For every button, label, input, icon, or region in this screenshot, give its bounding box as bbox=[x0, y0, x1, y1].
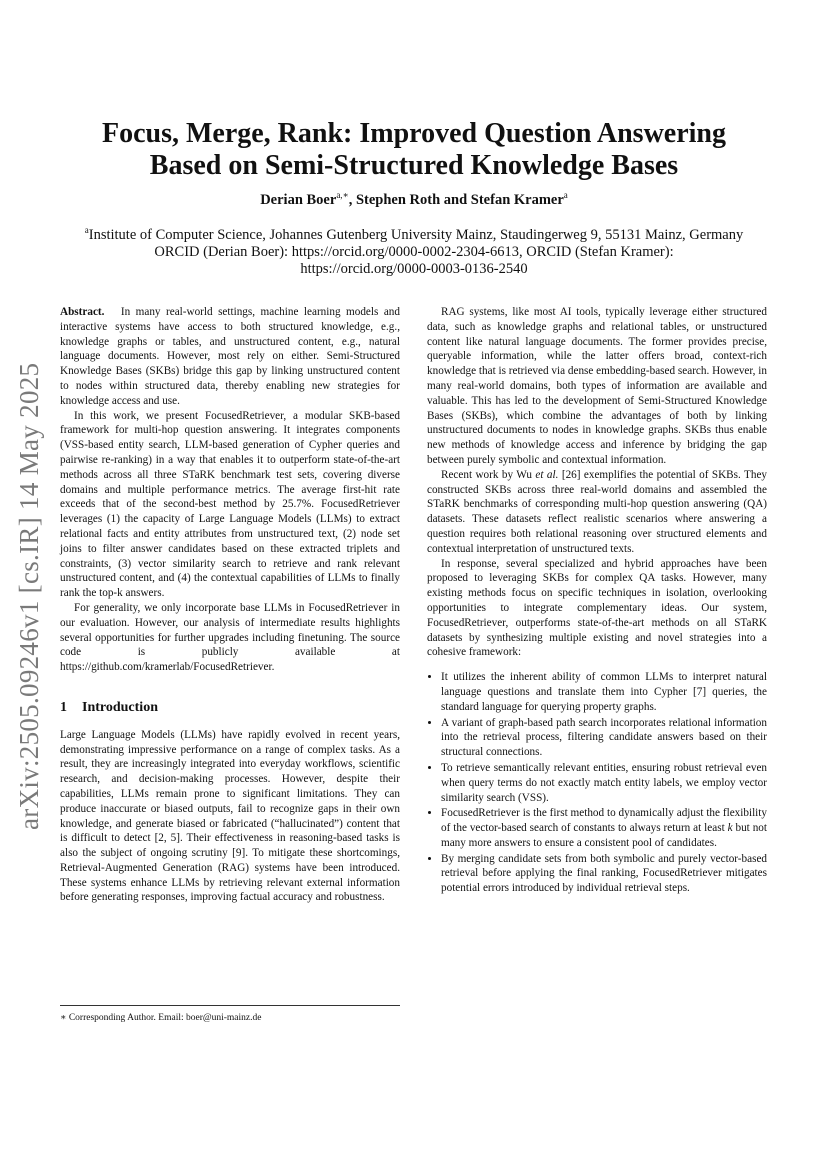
et-al: et al. bbox=[535, 468, 559, 481]
abstract-paragraph-3: For generality, we only incorporate base LLMs in FocusedRetriever in our evaluation. However, our analysis of intermediate results highlights several opportunities for further upgrades including finetuning. The source code is publicly available at https://github.com/kramerlab/FocusedRetriever. bbox=[60, 601, 400, 674]
right-paragraph-2 bbox=[427, 468, 767, 557]
k-variable: k bbox=[727, 822, 733, 835]
author-list bbox=[60, 190, 768, 209]
list-item: • It utilizes the inherent ability of common LLMs to interpret natural language questions and translate them into Cypher [7] queries, the standard language for querying property graphs. bbox=[441, 670, 767, 714]
author-1-sup: a,∗ bbox=[336, 190, 349, 200]
p2-text-b: [26] exemplifies the potential of SKBs. They constructed SKBs across three real-world domains and assembled the STaRK benchmarks of corresponding multi-hop question answering (QA) datasets. These datasets reflect realistic scenarios where answering a question requires both relational reasoning over structured elements and contextual interpretation of unstructured texts. bbox=[427, 468, 767, 555]
right-paragraph-1: RAG systems, like most AI tools, typically leverage either structured data, such as knowledge graphs and relational tables, or unstructured content like natural language documents. The former provides precise, queryable information, while the latter offers broad, context-rich knowledge that is retrieved via dense embedding-based search. However, in many real-world domains, both types of information are available and valuable. This has led to the development of Semi-Structured Knowledge Bases (SKBs), which combine the advantages of both by linking unstructured documents to nodes in knowledge graphs. SKBs thus enable new methods of knowledge access and inference by bridging the gap between purely symbolic and contextual information. bbox=[427, 306, 767, 466]
section-heading-introduction bbox=[60, 701, 400, 716]
abstract-paragraph-2: In this work, we present FocusedRetriever, a modular SKB-based framework for multi-hop question answering. It integrates components (VSS-based entity search, LLM-based generation of Cypher queries and pairwise re-ranking) in a way that enables it to outperform state-of-the-art methods across all three STaRK benchmark test sets, covering diverse domains and multiple performance metrics. The average first-hit rate exceeds that of the second-best method by 25.7%. FocusedRetriever leverages (1) the capacity of Large Language Models (LLMs) to extract relational facts and entity attributes from unstructured text, (2) node set joins to filter answer candidates based on these extracted triplets and constraints, (3) vector similarity search to retrieve and rank relevant unstructured content, and (4) the contextual capabilities of LLMs to finally rank the top-k answers. bbox=[60, 409, 400, 600]
b4-text-a: FocusedRetriever is the first method to dynamically adjust the flexibility of the vector-based search of constants to always return at least bbox=[441, 807, 767, 835]
affiliation-sup: a bbox=[84, 225, 89, 235]
list-item: • To retrieve semantically relevant entities, ensuring robust retrieval even when query terms do not exactly match entity labels, we employ vector similarity search (VSS). bbox=[441, 761, 767, 805]
author-3-sup: a bbox=[563, 190, 568, 200]
affiliation-line-1: Institute of Computer Science, Johannes Gutenberg University Mainz, Staudingerweg 9, 55131 Mainz, Germany bbox=[88, 226, 744, 243]
paper-title bbox=[60, 118, 768, 182]
affiliation bbox=[40, 222, 788, 278]
author-1: Derian Boer bbox=[260, 191, 337, 208]
arxiv-identifier: arXiv:2505.09246v1 [cs.IR] 14 May 2025 bbox=[14, 362, 44, 830]
author-and: and bbox=[440, 191, 471, 208]
b4-text-b: but not many more answers to ensure a consistent pool of candidates. bbox=[441, 822, 768, 849]
footnote-divider bbox=[60, 1005, 400, 1006]
author-separator: , bbox=[348, 191, 356, 208]
section-number: 1 bbox=[60, 699, 67, 715]
abstract-label: Abstract. bbox=[60, 306, 105, 318]
title-line-2: Based on Semi-Structured Knowledge Bases bbox=[149, 150, 679, 181]
list-item: • By merging candidate sets from both symbolic and purely vector-based retrieval before applying the final ranking, FocusedRetriever mitigates potential errors introduced by individual retrieval steps. bbox=[441, 852, 767, 896]
intro-paragraph-1: Large Language Models (LLMs) have rapidly evolved in recent years, demonstrating impressive performance on a range of complex tasks. As a result, they are increasingly integrated into everyday workflows, scientific research, and decision-making processes. However, despite their capabilities, LLMs remain prone to significant limitations. They can produce inaccurate or biased outputs, fail to recognize gaps in their own knowledge, and generate biased or fabricated (“hallucinated”) content that is difficult to detect [2, 5]. Their effectiveness in reasoning-based tasks is also the subject of ongoing scrutiny [9]. To mitigate these shortcomings, Retrieval-Augmented Generation (RAG) systems have been introduced. These systems enhance LLMs by retrieving relevant external information before generating responses, improving factual accuracy and robustness. bbox=[60, 728, 400, 904]
author-2: Stephen Roth bbox=[355, 191, 441, 208]
list-item bbox=[441, 806, 767, 850]
left-column bbox=[60, 305, 400, 905]
affiliation-line-2: ORCID (Derian Boer): https://orcid.org/0000-0002-2304-6613, ORCID (Stefan Kramer): bbox=[154, 243, 674, 260]
right-column bbox=[427, 305, 767, 897]
author-3: Stefan Kramer bbox=[470, 191, 564, 208]
title-line-1: Focus, Merge, Rank: Improved Question Answering bbox=[101, 118, 727, 149]
list-item: • A variant of graph-based path search incorporates relational information into the retrieval process, filtering candidate answers based on their structural connections. bbox=[441, 716, 767, 760]
right-paragraph-3: In response, several specialized and hybrid approaches have been proposed to leveraging SKBs for complex QA tasks. However, many existing methods focus on specific techniques in isolation, overlooking opportunities to integrate complementary ideas. Our system, FocusedRetriever, outperforms state-of-the-art methods on all STaRK datasets by synthesizing multiple existing and novel strategies into a cohesive framework: bbox=[427, 557, 767, 659]
footnote: ∗ Corresponding Author. Email: boer@uni-mainz.de bbox=[60, 1013, 262, 1023]
p2-text-a: Recent work by Wu bbox=[441, 468, 536, 481]
contribution-list bbox=[427, 670, 767, 896]
section-title: Introduction bbox=[82, 699, 158, 715]
affiliation-line-3: https://orcid.org/0000-0003-0136-2540 bbox=[300, 260, 528, 277]
abstract-text-1: In many real-world settings, machine learning models and interactive systems have access to both structured knowledge, e.g., knowledge graphs or tables, and unstructured content, e.g., natural language documents. However, most rely on either. Semi-Structured Knowledge Bases (SKBs) bridge this gap by linking unstructured content to nodes within structured data, thereby enabling new strategies for knowledge access and use. bbox=[60, 306, 400, 407]
abstract-paragraph-1 bbox=[60, 305, 400, 409]
